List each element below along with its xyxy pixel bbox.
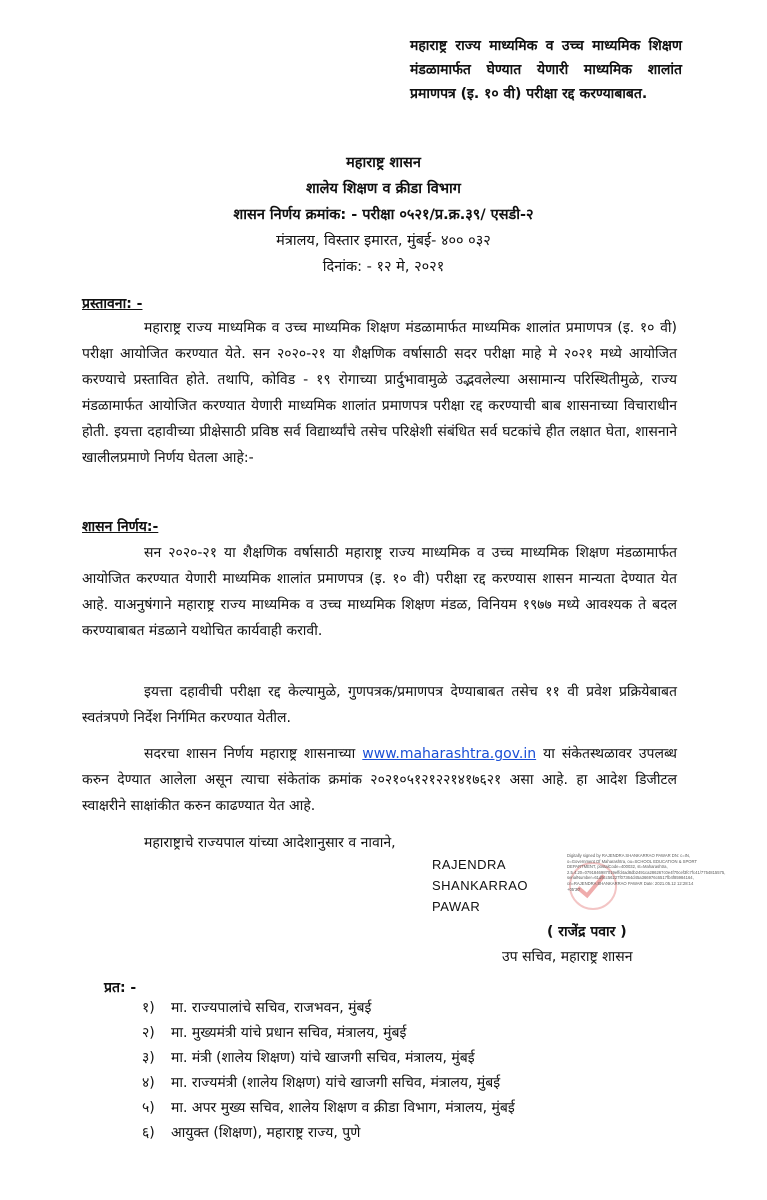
list-item [142,1096,515,1121]
paragraph-3-rest: या संकेतस्थळावर उपलब्ध करुन देण्यात आलेला असून त्याचा संकेतांक क्रमांक २०२१०५१२१२२१४१७६२१ असा आहे. हा आदेश डिजीटल स्वाक्षरीने साक्षांकीत करुन काढण्यात येत आहे. [82,746,677,814]
issue-date: दिनांक: - १२ मे, २०२१ [322,259,445,275]
preamble-text: महाराष्ट्र राज्य माध्यमिक व उच्च माध्यमिक शिक्षण मंडळामार्फत माध्यमिक शालांत प्रमाणपत्र (इ. १० वी) परीक्षा आयोजित करण्यात येते. सन २०२०-२१ या शैक्षणिक वर्षासाठी सदर परीक्षा माहे मे २०२१ मध्ये आयोजित करण्याचे प्रस्तावित होते. तथापि, कोविड - १९ रोगाच्या प्रार्दुभावामुळे उद्भवलेल्या असामान्य परिस्थितीमुळे, राज्य मंडळामार्फत आयोजित करण्यात येणारी माध्यमिक शालांत प्रमाणपत्र परीक्षा रद्द करण्याची बाब शासनाच्या विचाराधीन होती. इयत्ता दहावीच्या प्रीक्षेसाठी प्रविष्ठ सर्व विद्यार्थ्यांचे तसेच परिक्षेशी संबंधित सर्व घटकांचे हीत लक्षात घेता, शासनाने खालीलप्रमाणे निर्णय घेतला आहे:- [82,320,677,466]
list-item-number: ४) [142,1075,155,1091]
list-item-number: २) [142,1025,155,1041]
list-item-text: आयुक्त (शिक्षण), महाराष्ट्र राज्य, पुणे [171,1125,361,1141]
decision-paragraph-2: इयत्ता दहावीची परीक्षा रद्द केल्यामुळे, गुणपत्रक/प्रमाणपत्र देण्याबाबत तसेच ११ वी प्रवेश प्रक्रियेबाबत स्वतंत्रपणे निर्देश निर्गमित करण्यात येतील. [82,684,677,726]
decision-paragraph-1: सन २०२०-२१ या शैक्षणिक वर्षासाठी महाराष्ट्र राज्य माध्यमिक व उच्च माध्यमिक शिक्षण मंडळामार्फत आयोजित करण्यात येणारी माध्यमिक शालांत प्रमाणपत्र (इ. १० वी) परीक्षा रद्द करण्यास शासन मान्यता देण्यात येत आहे. याअनुषंगाने महाराष्ट्र राज्य माध्यमिक व उच्च माध्यमिक शिक्षण मंडळ, विनियम १९७७ मध्ये आवश्यक ते बदल करण्याबाबत मंडळाने यथोचित कार्यवाही करावी. [82,545,677,639]
officer-name: ( राजेंद्र पवार ) [547,924,627,940]
list-item [142,1071,515,1096]
list-item-text: मा. राज्यपालांचे सचिव, राजभवन, मुंबई [171,1000,372,1016]
list-item-number: ६) [142,1125,155,1141]
decision-title: शासन निर्णय:- [82,519,159,535]
document-header [0,150,767,280]
government-name: महाराष्ट्र शासन [346,155,421,171]
list-item-number: ३) [142,1050,155,1066]
closing-line: महाराष्ट्राचे राज्यपाल यांच्या आदेशानुसार व नावाने, [144,835,396,851]
digital-signer-name [432,854,528,917]
list-item [142,1121,515,1146]
list-item-number: ५) [142,1100,155,1116]
list-item [142,1021,515,1046]
signer-name-line: SHANKARRAO [432,878,529,893]
list-item-number: १) [142,1000,155,1016]
list-item [142,1046,515,1071]
decision-paragraph-3 [82,741,677,819]
signer-name-line: PAWAR [432,899,481,914]
digital-signature-stamp: Digitally signed by RAJENDRA SHANKARRAO PAWAR DN: c=IN, o=Government Of Maharashtra, ou=SCHOOL EDUCATION & SPORT DEPARTMENT, postalCode=400032, st=Maharashtra, 2.5.4.20=0791846987019effd4ad8db2491ca286267c0e4f70cef3fc7fc41/7754815575, serialNumber=61d5cc56227f07364d45a366976c6517fb4f85984164, cn=RAJENDRA SHANKARRAO PAWAR Date: 2021.05.12 12:28:14 +05'30' [567,853,726,892]
gr-number: शासन निर्णय क्रमांक: - परीक्षा ०५२१/प्र.क्र.३९/ एसडी-२ [233,207,534,223]
list-item-text: मा. मुख्यमंत्री यांचे प्रधान सचिव, मंत्रालय, मुंबई [171,1025,407,1041]
officer-designation: उप सचिव, महाराष्ट्र शासन [502,949,633,965]
list-item-text: मा. राज्यमंत्री (शालेय शिक्षण) यांचे खाजगी सचिव, मंत्रालय, मुंबई [171,1075,501,1091]
copy-to-list [142,996,515,1146]
department-name: शालेय शिक्षण व क्रीडा विभाग [306,181,461,197]
list-item [142,996,515,1021]
paragraph-3-lead: सदरचा शासन निर्णय महाराष्ट्र शासनाच्या [144,746,363,762]
preamble-title: प्रस्तावना: - [82,296,143,312]
office-address: मंत्रालय, विस्तार इमारत, मुंबई- ४०० ०३२ [276,233,491,249]
signer-name-line: RAJENDRA [432,857,507,872]
copy-to-title: प्रत: - [104,980,137,996]
website-link[interactable]: www.maharashtra.gov.in [362,746,537,762]
list-item-text: मा. मंत्री (शालेय शिक्षण) यांचे खाजगी सचिव, मंत्रालय, मुंबई [171,1050,475,1066]
list-item-text: मा. अपर मुख्य सचिव, शालेय शिक्षण व क्रीडा विभाग, मंत्रालय, मुंबई [171,1100,515,1116]
subject-heading: महाराष्ट्र राज्य माध्यमिक व उच्च माध्यमिक शिक्षण मंडळामार्फत घेण्यात येणारी माध्यमिक शालांत प्रमाणपत्र (इ. १० वी) परीक्षा रद्द करण्याबाबत. [410,38,682,102]
